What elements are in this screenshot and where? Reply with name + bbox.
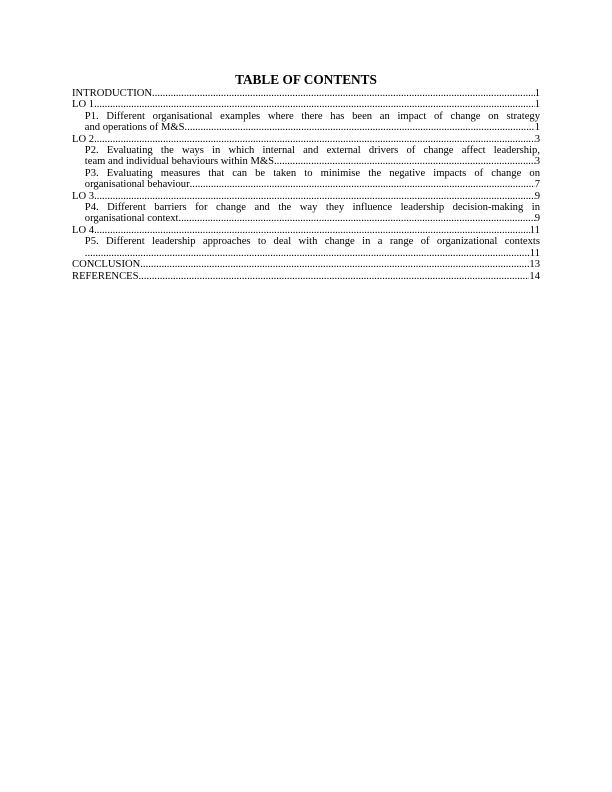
toc-dot-leader bbox=[178, 213, 534, 224]
toc-entry-label-line2: and operations of M&S bbox=[84, 122, 185, 134]
toc-entry-label: LO 3 bbox=[72, 190, 95, 202]
toc-entry-label-line2: organisational context bbox=[84, 213, 179, 225]
toc-entry-label: INTRODUCTION bbox=[72, 88, 153, 99]
table-of-contents bbox=[72, 88, 540, 282]
toc-page-number: 1 bbox=[534, 122, 540, 134]
toc-entry-lo1[interactable] bbox=[72, 99, 540, 110]
toc-page-number: 11 bbox=[529, 247, 540, 259]
toc-entry-p2[interactable] bbox=[85, 145, 540, 168]
toc-entry-introduction[interactable] bbox=[72, 88, 540, 99]
toc-dot-leader bbox=[85, 248, 530, 259]
toc-page-number: 3 bbox=[534, 133, 540, 145]
toc-dot-leader bbox=[94, 99, 535, 110]
toc-title: TABLE OF CONTENTS bbox=[235, 72, 377, 87]
toc-page-number: 9 bbox=[534, 190, 540, 202]
toc-entry-label: LO 4 bbox=[72, 224, 95, 236]
toc-page-number: 14 bbox=[529, 270, 540, 282]
toc-page-number: 3 bbox=[534, 156, 540, 168]
toc-page-number: 13 bbox=[529, 259, 540, 271]
toc-entry-label-line1: P1. Different organisational examples where there has been an impact of change on strategy bbox=[84, 110, 540, 122]
toc-entry-label-line1: P4. Different barriers for change and the way they influence leadership decision-making in bbox=[84, 202, 540, 214]
toc-dot-leader bbox=[190, 179, 535, 190]
toc-entry-label-line1: P5. Different leadership approaches to deal with change in a range of organizational contexts bbox=[84, 236, 540, 248]
toc-entry-conclusion[interactable] bbox=[72, 259, 540, 270]
toc-entry-label: CONCLUSION bbox=[72, 259, 141, 271]
toc-entry-lo3[interactable] bbox=[72, 191, 540, 202]
toc-page-number: 11 bbox=[529, 224, 540, 236]
toc-page-number: 1 bbox=[534, 88, 540, 99]
toc-entry-references[interactable] bbox=[72, 271, 540, 282]
toc-entry-lo4[interactable] bbox=[72, 225, 540, 236]
toc-page-number: 7 bbox=[534, 179, 540, 191]
toc-dot-leader bbox=[139, 271, 530, 282]
toc-entry-label-line2: team and individual behaviours within M&S bbox=[84, 156, 274, 168]
toc-entry-label-line2: organisational behaviour bbox=[84, 179, 190, 191]
toc-entry-label-line1: P3. Evaluating measures that can be taken to minimise the negative impacts of change on bbox=[84, 167, 540, 179]
toc-dot-leader bbox=[140, 259, 529, 270]
toc-entry-label: LO 1 bbox=[72, 99, 95, 111]
toc-entry-label: LO 2 bbox=[72, 133, 95, 145]
toc-entry-p5[interactable] bbox=[85, 236, 540, 259]
toc-page-number: 1 bbox=[534, 99, 540, 111]
toc-entry-label: REFERENCES bbox=[72, 270, 139, 282]
toc-entry-label-line1: P2. Evaluating the ways in which internal and external drivers of change affect leadership, bbox=[84, 145, 540, 157]
toc-entry-p3[interactable] bbox=[85, 168, 540, 191]
toc-entry-lo2[interactable] bbox=[72, 134, 540, 145]
toc-entry-p1[interactable] bbox=[85, 111, 540, 134]
toc-dot-leader bbox=[274, 156, 535, 167]
toc-entry-p4[interactable] bbox=[85, 202, 540, 225]
toc-dot-leader bbox=[152, 88, 535, 99]
toc-dot-leader bbox=[94, 191, 535, 202]
toc-dot-leader bbox=[94, 134, 535, 145]
toc-dot-leader bbox=[94, 225, 530, 236]
toc-page-number: 9 bbox=[534, 213, 540, 225]
toc-dot-leader bbox=[185, 122, 535, 133]
